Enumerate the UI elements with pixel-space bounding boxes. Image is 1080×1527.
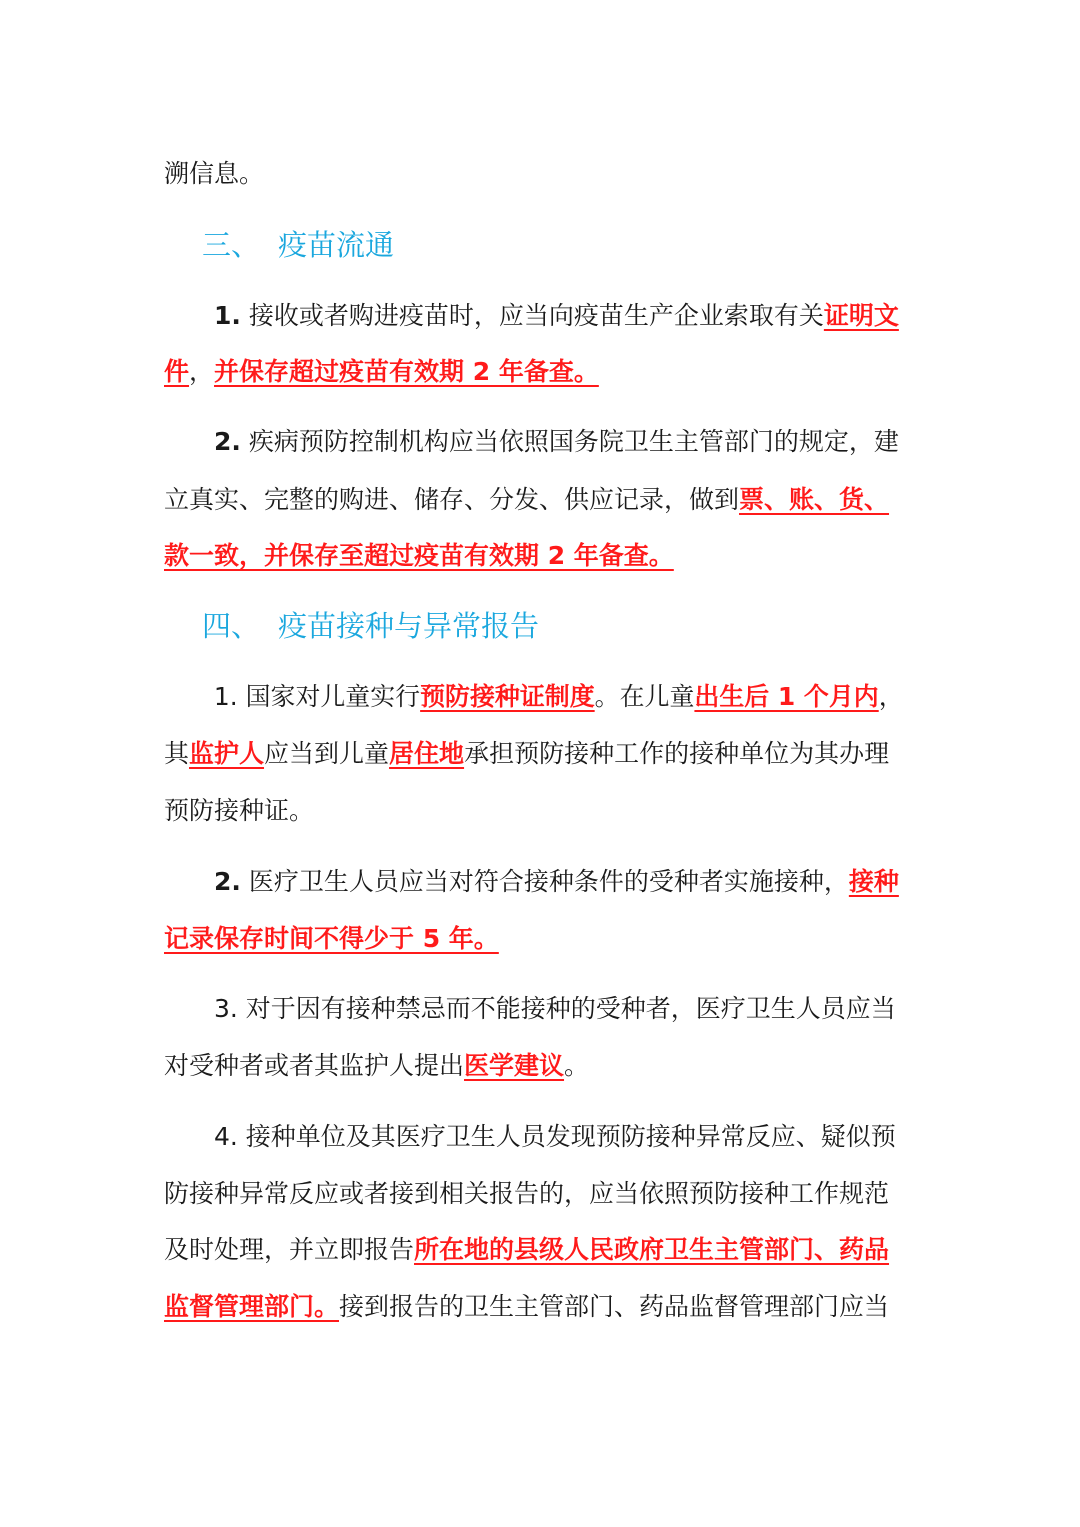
text-span: 。在儿童	[594, 682, 695, 711]
paragraph-line	[164, 539, 674, 573]
text-span: 及时处理，并立即报告	[164, 1235, 415, 1264]
paragraph-line	[164, 922, 499, 956]
highlight-text: 证明文	[823, 301, 899, 330]
text-span: 防接种异常反应或者接到相关报告的，应当依照预防接种工作规范	[164, 1179, 890, 1208]
highlight-text: 票、账、货、	[739, 485, 890, 514]
text-span: 3. 对于因有接种禁忌而不能接种的受种者，医疗卫生人员应当	[214, 994, 896, 1023]
item-number: 2.	[214, 427, 241, 456]
text-span: 应当到儿童	[264, 739, 390, 768]
paragraph-line	[164, 680, 904, 714]
text-span: ，	[189, 357, 215, 386]
paragraph-line	[164, 1177, 889, 1211]
text-span: 其	[164, 739, 190, 768]
item-number: 2.	[214, 867, 241, 896]
text-span: 立真实、完整的购进、储存、分发、供应记录，做到	[164, 485, 740, 514]
section-heading-4	[202, 607, 539, 645]
text-span: ，	[878, 682, 904, 711]
text-span: 对受种者或者其监护人提出	[164, 1051, 465, 1080]
text-span: 接到报告的卫生主管部门、药品监督管理部门应当	[339, 1292, 890, 1321]
highlight-text: 款一致，并保存至超过疫苗有效期 2 年备查。	[164, 541, 674, 570]
paragraph-line	[164, 794, 314, 828]
text-span: 溯信息。	[164, 159, 265, 188]
heading-title: 疫苗接种与异常报告	[278, 609, 540, 643]
text-span: 1. 国家对儿童实行	[213, 682, 421, 711]
highlight-text: 并保存超过疫苗有效期 2 年备查。	[214, 357, 599, 386]
highlight-text: 医学建议	[464, 1051, 565, 1080]
highlight-text: 出生后 1 个月内	[694, 682, 879, 711]
heading-title: 疫苗流通	[278, 228, 395, 262]
heading-number: 三、	[202, 228, 261, 262]
paragraph-line	[164, 483, 889, 517]
text-span: 接收或者购进疫苗时，应当向疫苗生产企业索取有关	[240, 301, 824, 330]
paragraph-line	[164, 299, 899, 333]
text-span: 医疗卫生人员应当对符合接种条件的受种者实施接种，	[240, 867, 849, 896]
text-span: 承担预防接种工作的接种单位为其办理	[464, 739, 890, 768]
highlight-text: 接种	[848, 867, 899, 896]
item-number: 1.	[214, 301, 241, 330]
paragraph-line	[164, 425, 899, 459]
paragraph-line	[164, 1049, 589, 1083]
heading-number: 四、	[202, 609, 261, 643]
paragraph-line	[164, 865, 899, 899]
text-span: 。	[564, 1051, 590, 1080]
paragraph-line	[164, 737, 889, 771]
paragraph-line	[164, 1120, 896, 1154]
section-heading-3	[202, 226, 394, 264]
paragraph-line	[164, 355, 599, 389]
paragraph-line	[164, 157, 264, 191]
paragraph-line	[164, 1233, 889, 1267]
paragraph-line	[164, 1290, 889, 1324]
text-span: 预防接种证。	[164, 796, 315, 825]
text-span: 疾病预防控制机构应当依照国务院卫生主管部门的规定，建	[240, 427, 899, 456]
highlight-text: 预防接种证制度	[420, 682, 595, 711]
highlight-text: 记录保存时间不得少于 5 年。	[164, 924, 499, 953]
paragraph-line	[164, 992, 896, 1026]
highlight-text: 居住地	[389, 739, 465, 768]
highlight-text: 件	[164, 357, 190, 386]
text-span: 4. 接种单位及其医疗卫生人员发现预防接种异常反应、疑似预	[214, 1122, 896, 1151]
highlight-text: 监督管理部门。	[164, 1292, 340, 1321]
highlight-text: 监护人	[189, 739, 265, 768]
highlight-text: 所在地的县级人民政府卫生主管部门、药品	[414, 1235, 890, 1264]
